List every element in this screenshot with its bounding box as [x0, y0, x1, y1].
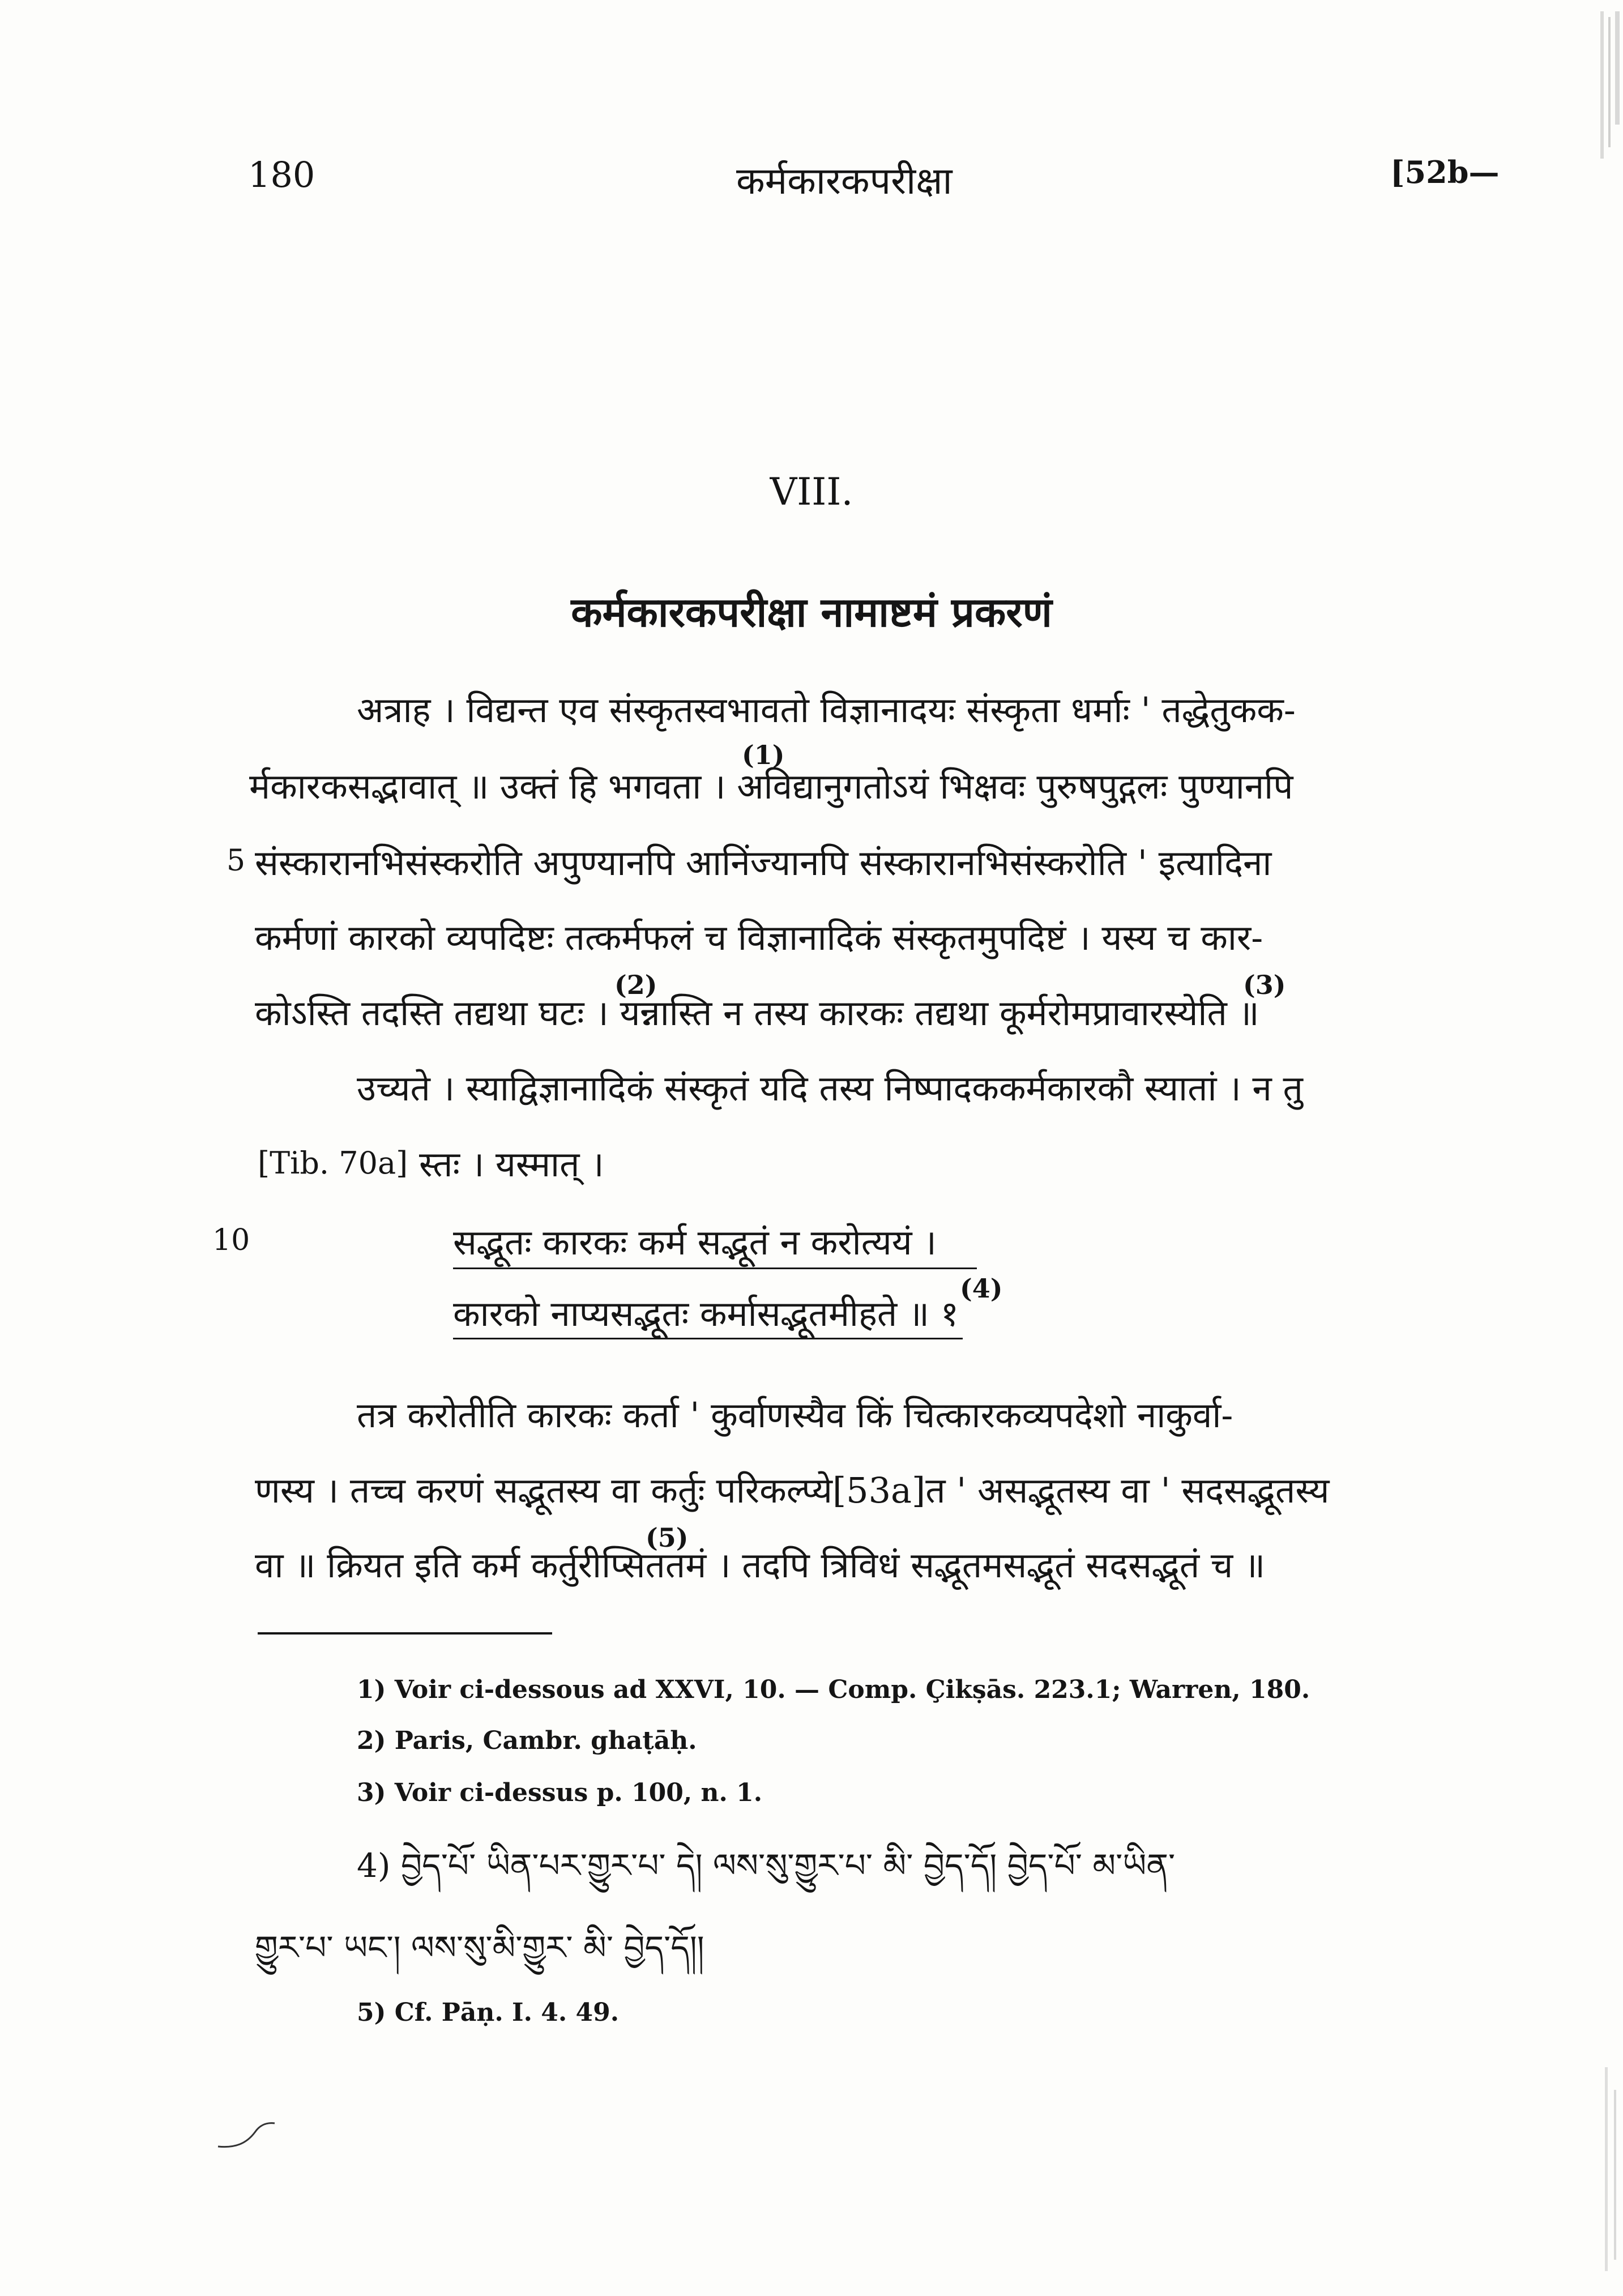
prose-line: उच्यते । स्याद्विज्ञानादिकं संस्कृतं यदि तस्य निष्पादककर्मकारकौ स्यातां । न तु	[357, 1068, 1303, 1109]
verse-underline	[453, 1338, 963, 1339]
line-number: 10	[212, 1223, 250, 1257]
note-mark: (1)	[742, 740, 785, 770]
prose-line: कोऽस्ति तदस्ति तद्यथा घटः । यन्नास्ति न तस्य कारकः तद्यथा कूर्मरोमप्रावारस्येति ॥	[255, 992, 1259, 1034]
footnote: 4) བྱེད་པོ་ ཡིན་པར་གྱུར་པ་ དེ། ལས་སུ་གྱུར་པ་ མི་ བྱེད་དོ། བྱེད་པོ་ མ་ཡིན་	[357, 1846, 1176, 1885]
prose-line: र्मकारकसद्भावात् ॥ उक्तं हि भगवता । अविद्यानुगतोऽयं भिक्षवः पुरुषपुद्गलः पुण्यानपि	[249, 766, 1293, 807]
footnote: 2) Paris, Cambr. ghaṭāḥ.	[357, 1726, 697, 1755]
verse-line: कारको नाप्यसद्भूतः कर्मासद्भूतमीहते ॥ १	[453, 1293, 959, 1334]
note-mark: (4)	[960, 1273, 1003, 1304]
tibetan-folio-reference: [Tib. 70a]	[258, 1145, 408, 1181]
prose-line: कर्मणां कारको व्यपदिष्टः तत्कर्मफलं च विज्ञानादिकं संस्कृतमुपदिष्टं । यस्य च कार-	[255, 917, 1263, 958]
scan-edge-noise-icon	[1589, 2067, 1623, 2271]
section-numeral: VIII.	[770, 470, 853, 514]
prose-line: संस्कारानभिसंस्करोति अपुण्यानपि आनिंज्यानपि संस्कारानभिसंस्करोति ' इत्यादिना	[255, 842, 1272, 884]
chapter-title: कर्मकारकपरीक्षा नामाष्टमं प्रकरणं	[571, 588, 1052, 636]
note-mark: (5)	[646, 1522, 689, 1553]
prose-line: वा ॥ क्रियत इति कर्म कर्तुरीप्सिततमं । तदपि त्रिविधं सद्भूतमसद्भूतं सदसद्भूतं च ॥	[255, 1544, 1266, 1586]
footnote: 3) Voir ci-dessus p. 100, n. 1.	[357, 1778, 763, 1807]
footnote-rule	[258, 1632, 552, 1634]
verse-line: सद्भूतः कारकः कर्म सद्भूतं न करोत्ययं ।	[453, 1222, 937, 1263]
prose-line: तत्र करोतीति कारकः कर्ता ' कुर्वाणस्यैव किं चित्कारकव्यपदेशो नाकुर्वा-	[357, 1394, 1233, 1436]
pencil-mark-icon	[215, 2115, 277, 2155]
line-number: 5	[227, 844, 246, 878]
footnote-continuation: གྱུར་པ་ ཡང་། ལས་སུ་མི་གྱུར་ མི་ བྱེད་དོ།།	[255, 1928, 704, 1967]
running-title: कर्मकारकपरीक्षा	[736, 159, 953, 203]
note-mark: (2)	[614, 970, 657, 1000]
footnote: 5) Cf. Pāṇ. I. 4. 49.	[357, 1998, 620, 2027]
folio-reference: [52b—	[1390, 154, 1500, 190]
page-number: 180	[248, 154, 315, 195]
scan-edge-noise-icon	[1589, 11, 1623, 159]
prose-line: णस्य । तच्च करणं सद्भूतस्य वा कर्तुः परिकल्प्ये[53a]त ' असद्भूतस्य वा ' सदसद्भूतस्य	[255, 1470, 1330, 1511]
footnote: 1) Voir ci-dessous ad XXVI, 10. — Comp. Çikṣās. 223.1; Warren, 180.	[357, 1675, 1310, 1704]
note-mark: (3)	[1243, 970, 1286, 1000]
prose-line: अत्राह । विद्यन्त एव संस्कृतस्वभावतो विज्ञानादयः संस्कृता धर्माः ' तद्धेतुकक-	[357, 689, 1296, 731]
verse-underline	[453, 1268, 977, 1269]
prose-line: स्तः । यस्मात् ।	[419, 1143, 604, 1185]
